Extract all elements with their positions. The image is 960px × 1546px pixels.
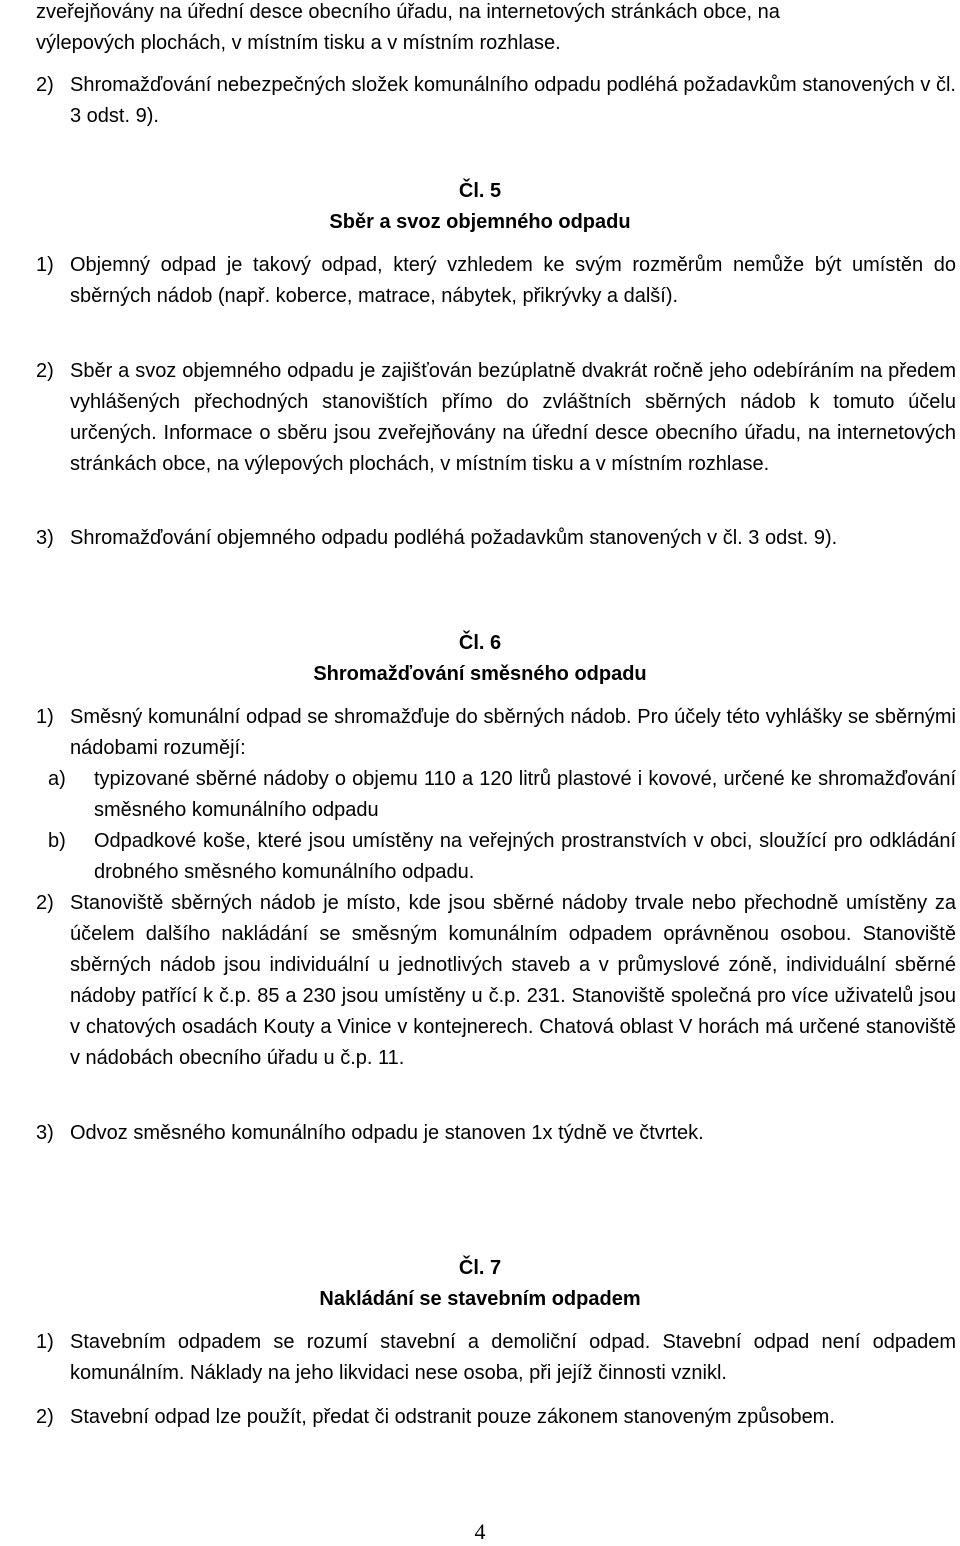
paragraph-number: 2) [36,74,54,96]
page-number: 4 [474,1519,486,1544]
paragraph-number: 1) [36,1331,54,1353]
article-number: Čl. 5 [458,180,502,202]
paragraph-text: Objemný odpad je takový odpad, který vzhledem ke svým rozměrům nemůže být umístěn do sběrných nádob (např. koberce, matrace, nábytek, přikrývky a další). [70,254,956,307]
paragraph-text: Shromažďování objemného odpadu podléhá požadavkům stanovených v čl. 3 odst. 9). [70,527,838,549]
article-title: Shromažďování směsného odpadu [313,663,647,685]
art5-paragraph-3 [36,523,956,554]
list-item-letter: b) [48,830,66,852]
paragraph-prev-2 [36,70,956,132]
paragraph-text: Shromažďování nebezpečných složek komunálního odpadu podléhá požadavkům stanovených v čl. 3 odst. 9). [70,74,956,127]
article-7-heading [0,1253,960,1315]
paragraph-text: Stanoviště sběrných nádob je místo, kde jsou sběrné nádoby trvale nebo přechodně umístěny za účelem dalšího nakládání se směsným komunálním odpadem oprávněnou osobou. Stanoviště sběrných nádob jsou individuální u jednotlivých staveb a v průmyslové zóně, individuální sběrné nádoby patřící k č.p. 85 a 230 jsou umístěny u č.p. 231. Stanoviště společná pro více uživatelů jsou v chatových osadách Kouty a Vinice v kontejnerech. Chatová oblast V horách má určené stanoviště v nádobách obecního úřadu u č.p. 11. [70,892,956,1069]
continuation-text [36,0,956,59]
paragraph-number: 2) [36,892,54,914]
article-6-heading [0,628,960,690]
paragraph-text: Odvoz směsného komunálního odpadu je stanoven 1x týdně ve čtvrtek. [70,1122,704,1144]
list-item-text: Odpadkové koše, které jsou umístěny na veřejných prostranstvích v obci, sloužící pro odkládání drobného směsného komunálního odpadu. [94,830,956,883]
paragraph-text: Stavebním odpadem se rozumí stavební a demoliční odpad. Stavební odpad není odpadem komunálním. Náklady na jeho likvidaci nese osoba, při jejíž činnosti vznikl. [70,1331,956,1384]
paragraph-number: 2) [36,360,54,382]
list-item-letter: a) [48,768,66,790]
art5-paragraph-1 [36,250,956,312]
paragraph-number: 2) [36,1406,54,1428]
paragraph-number: 3) [36,527,54,549]
art7-paragraph-1 [36,1327,956,1389]
paragraph-text: Sběr a svoz objemného odpadu je zajišťován bezúplatně dvakrát ročně jeho odebíráním na předem vyhlášených přechodných stanovištích přímo do zvláštních sběrných nádob k tomuto účelu určených. Informace o sběru jsou zveřejňovány na úřední desce obecního úřadu, na internetových stránkách obce, na výlepových plochách, v místním tisku a v místním rozhlase. [70,360,956,475]
article-number: Čl. 6 [458,632,502,654]
article-number: Čl. 7 [458,1257,502,1279]
art6-paragraph-3 [36,1118,956,1149]
paragraph-text: Stavební odpad lze použít, předat či odstranit pouze zákonem stanoveným způsobem. [70,1406,835,1428]
list-item-a [48,764,956,826]
art6-paragraph-1 [36,702,956,888]
article-title: Sběr a svoz objemného odpadu [329,211,631,233]
art5-paragraph-2 [36,356,956,480]
list-item-b [48,826,956,888]
art7-paragraph-2 [36,1402,956,1433]
article-5-heading [0,176,960,238]
art6-paragraph-2 [36,888,956,1074]
paragraph-number: 1) [36,254,54,276]
article-title: Nakládání se stavebním odpadem [319,1288,641,1310]
continuation-line-1: zveřejňovány na úřední desce obecního úřadu, na internetových stránkách obce, na [36,1,780,23]
paragraph-number: 1) [36,706,54,728]
continuation-line-2: výlepových plochách, v místním tisku a v místním rozhlase. [36,32,561,54]
paragraph-text: Směsný komunální odpad se shromažďuje do sběrných nádob. Pro účely této vyhlášky se sběrnými nádobami rozumějí: [70,706,956,759]
paragraph-number: 3) [36,1122,54,1144]
list-item-text: typizované sběrné nádoby o objemu 110 a 120 litrů plastové i kovové, určené ke shromažďování směsného komunálního odpadu [94,768,956,821]
